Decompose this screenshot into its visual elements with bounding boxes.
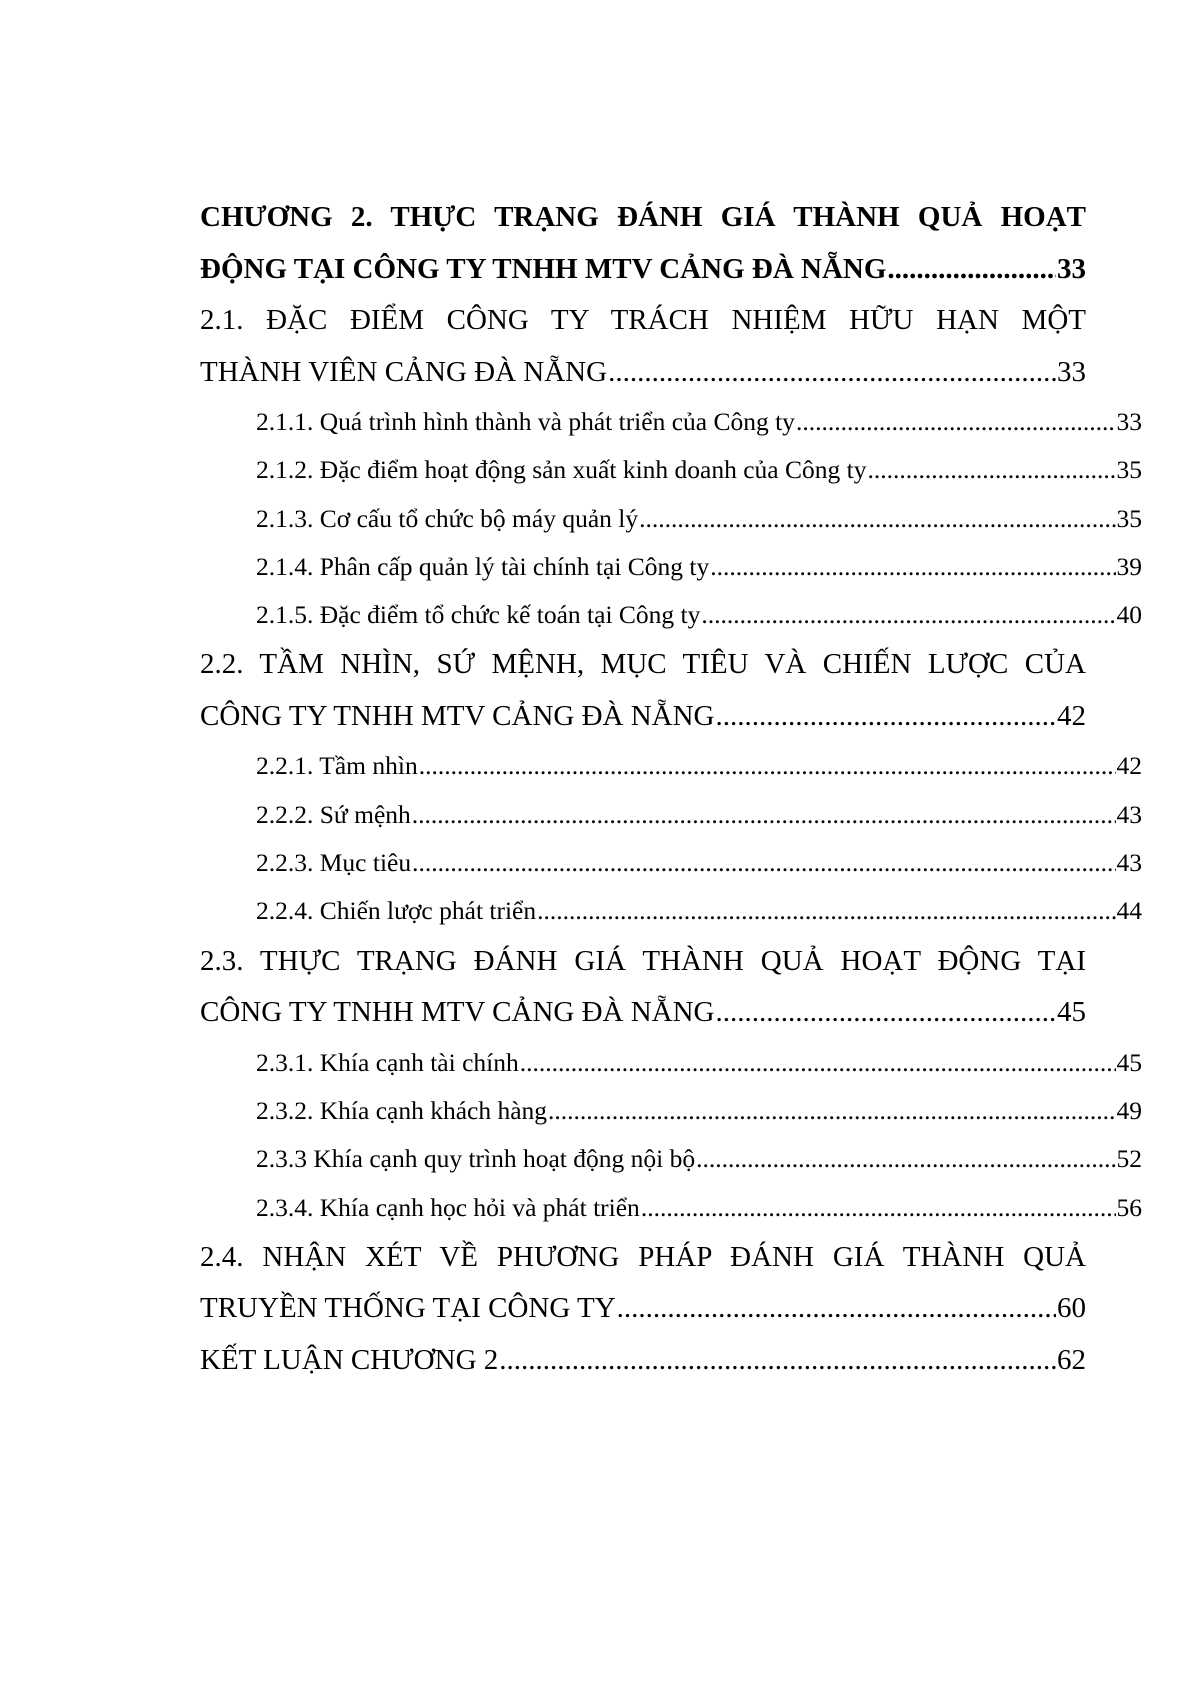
toc-page-number: 56 bbox=[1116, 1192, 1142, 1222]
toc-entry-title: 2.3.4. Khía cạnh học hỏi và phát triển bbox=[256, 1192, 640, 1222]
toc-page-number: 33 bbox=[1057, 355, 1086, 388]
toc-entry-row bbox=[200, 244, 1086, 296]
toc-section-2-2[interactable] bbox=[200, 639, 1086, 742]
toc-page-number: 33 bbox=[1057, 252, 1086, 285]
toc-entry-title: 2.3.3 Khía cạnh quy trình hoạt động nội bộ bbox=[256, 1144, 696, 1174]
toc-subsection-2-1-5[interactable] bbox=[200, 591, 1142, 639]
toc-subsection-2-1-1[interactable] bbox=[200, 398, 1142, 446]
toc-page-number: 42 bbox=[1057, 699, 1086, 732]
toc-subsection-2-3-2[interactable] bbox=[200, 1087, 1142, 1135]
toc-page-number: 49 bbox=[1116, 1095, 1142, 1125]
toc-entry-row bbox=[200, 987, 1086, 1039]
toc-section-2-1[interactable] bbox=[200, 295, 1086, 398]
dot-leader bbox=[641, 1184, 1116, 1232]
dot-leader bbox=[412, 839, 1115, 887]
toc-page-number: 43 bbox=[1116, 799, 1142, 829]
toc-page-number: 43 bbox=[1116, 848, 1142, 878]
toc-entry-title-line2: CÔNG TY TNHH MTV CẢNG ĐÀ NẴNG bbox=[200, 996, 715, 1029]
toc-chapter-2[interactable] bbox=[200, 192, 1086, 295]
toc-subsection-2-3-1[interactable] bbox=[200, 1039, 1142, 1087]
toc-entry-title-line1: 2.3. THỰC TRẠNG ĐÁNH GIÁ THÀNH QUẢ HOẠT ĐỘNG TẠI bbox=[200, 944, 1086, 977]
table-of-contents bbox=[200, 192, 1142, 1386]
toc-entry-title: 2.1.1. Quá trình hình thành và phát triển của Công ty bbox=[256, 407, 795, 436]
toc-page-number: 40 bbox=[1116, 600, 1142, 630]
dot-leader bbox=[701, 591, 1115, 639]
toc-subsection-2-1-3[interactable] bbox=[200, 495, 1142, 543]
toc-subsection-2-2-2[interactable] bbox=[200, 791, 1142, 839]
toc-entry-title: 2.1.5. Đặc điểm tổ chức kế toán tại Công ty bbox=[256, 600, 701, 630]
toc-entry-title: KẾT LUẬN CHƯƠNG 2 bbox=[200, 1343, 499, 1376]
toc-page-number: 45 bbox=[1116, 1047, 1142, 1077]
dot-leader bbox=[499, 1335, 1056, 1387]
dot-leader bbox=[796, 398, 1116, 446]
toc-subsection-2-2-1[interactable] bbox=[200, 742, 1142, 790]
toc-entry-title-line2: CÔNG TY TNHH MTV CẢNG ĐÀ NẴNG bbox=[200, 699, 715, 732]
dot-leader bbox=[537, 887, 1115, 935]
toc-entry-title-line2: THÀNH VIÊN CẢNG ĐÀ NẴNG bbox=[200, 355, 608, 388]
toc-entry-title-line2: TRUYỀN THỐNG TẠI CÔNG TY bbox=[200, 1292, 616, 1325]
toc-entry-title: 2.2.2. Sứ mệnh bbox=[256, 799, 411, 829]
toc-entry-title: 2.2.4. Chiến lược phát triển bbox=[256, 896, 537, 926]
dot-leader bbox=[716, 691, 1057, 743]
toc-entry-row bbox=[200, 691, 1086, 743]
toc-page-number: 45 bbox=[1057, 996, 1086, 1029]
dot-leader bbox=[710, 543, 1115, 591]
toc-entry-title: 2.3.1. Khía cạnh tài chính bbox=[256, 1047, 519, 1077]
dot-leader bbox=[520, 1039, 1116, 1087]
toc-entry-title-line1: 2.1. ĐẶC ĐIỂM CÔNG TY TRÁCH NHIỆM HỮU HẠN MỘT bbox=[200, 304, 1086, 336]
toc-subsection-2-2-4[interactable] bbox=[200, 887, 1142, 935]
toc-entry-title: 2.2.1. Tầm nhìn bbox=[256, 751, 418, 781]
toc-subsection-2-3-3[interactable] bbox=[200, 1135, 1142, 1183]
toc-page-number: 42 bbox=[1116, 751, 1142, 781]
dot-leader bbox=[419, 742, 1116, 790]
toc-subsection-2-2-3[interactable] bbox=[200, 839, 1142, 887]
toc-entry-title: 2.1.3. Cơ cấu tổ chức bộ máy quản lý bbox=[256, 503, 639, 533]
toc-entry-title-line1: 2.2. TẦM NHÌN, SỨ MỆNH, MỤC TIÊU VÀ CHIẾN LƯỢC CỦA bbox=[200, 648, 1086, 681]
toc-page-number: 35 bbox=[1116, 455, 1142, 485]
toc-entry-title-line1: CHƯƠNG 2. THỰC TRẠNG ĐÁNH GIÁ THÀNH QUẢ HOẠT bbox=[200, 201, 1086, 233]
toc-entry-title-line1: 2.4. NHẬN XÉT VỀ PHƯƠNG PHÁP ĐÁNH GIÁ THÀNH QUẢ bbox=[200, 1240, 1086, 1273]
toc-section-2-3[interactable] bbox=[200, 936, 1086, 1039]
dot-leader bbox=[716, 987, 1057, 1039]
dot-leader bbox=[867, 446, 1115, 494]
toc-entry-title: 2.3.2. Khía cạnh khách hàng bbox=[256, 1095, 548, 1125]
toc-entry-title: 2.2.3. Mục tiêu bbox=[256, 848, 412, 878]
toc-subsection-2-1-4[interactable] bbox=[200, 543, 1142, 591]
toc-page-number: 39 bbox=[1116, 551, 1142, 581]
dot-leader bbox=[412, 791, 1116, 839]
toc-section-2-4[interactable] bbox=[200, 1232, 1086, 1335]
dot-leader bbox=[696, 1135, 1115, 1183]
dot-leader bbox=[639, 495, 1115, 543]
toc-entry-title: 2.1.4. Phân cấp quản lý tài chính tại Công ty bbox=[256, 551, 710, 581]
toc-page-number: 33 bbox=[1116, 407, 1142, 436]
dot-leader bbox=[608, 347, 1056, 399]
toc-entry-row bbox=[200, 347, 1086, 399]
toc-subsection-2-3-4[interactable] bbox=[200, 1184, 1142, 1232]
toc-page-number: 44 bbox=[1116, 896, 1142, 926]
dot-leader bbox=[887, 244, 1056, 296]
dot-leader bbox=[548, 1087, 1115, 1135]
toc-page-number: 52 bbox=[1116, 1144, 1142, 1174]
toc-subsection-2-1-2[interactable] bbox=[200, 446, 1142, 494]
toc-page-number: 62 bbox=[1057, 1343, 1086, 1376]
dot-leader bbox=[617, 1283, 1056, 1335]
toc-entry-title-line2: ĐỘNG TẠI CÔNG TY TNHH MTV CẢNG ĐÀ NẴNG bbox=[200, 252, 887, 285]
toc-page-number: 60 bbox=[1057, 1292, 1086, 1325]
toc-entry-title: 2.1.2. Đặc điểm hoạt động sản xuất kinh doanh của Công ty bbox=[256, 455, 867, 485]
toc-entry-row bbox=[200, 1283, 1086, 1335]
toc-conclusion-chapter-2[interactable] bbox=[200, 1335, 1086, 1387]
toc-page-number: 35 bbox=[1116, 503, 1142, 533]
